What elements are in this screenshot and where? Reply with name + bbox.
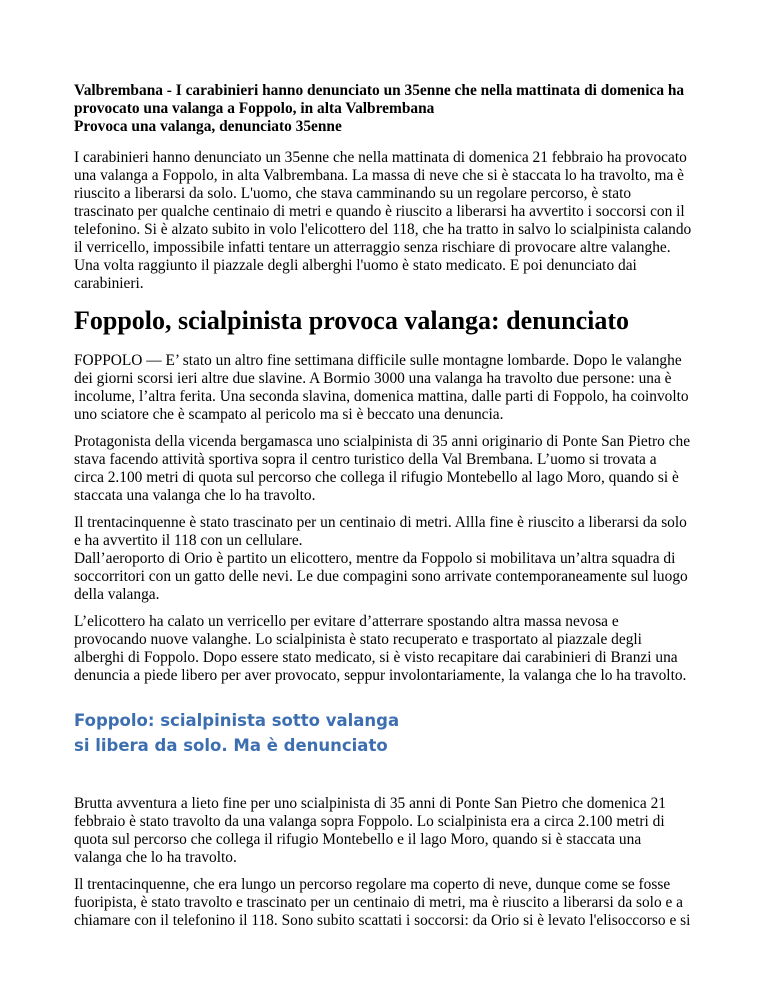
intro-title: [74, 82, 698, 136]
text-line: carabinieri.: [74, 275, 144, 292]
text-line: denuncia a piede libero per aver provocato, seppur involontariamente, la valanga che lo ha travolto.: [74, 667, 687, 684]
text-line: alberghi di Foppolo. Dopo essere stato medicato, si è visto recapitare dai carabinieri di Branzi una: [74, 649, 678, 666]
text-line: Il trentacinquenne è stato trascinato per un centinaio di metri. Allla fine è riuscito a liberarsi da solo: [74, 514, 687, 531]
text-line: trascinato per qualche centinaio di metri e quando è riuscito a liberarsi ha avvertito i soccorsi con il: [74, 203, 685, 220]
heading-line: si libera da solo. Ma è denunciato: [74, 736, 388, 755]
text-line: e ha avvertito il 118 con un cellulare.: [74, 532, 303, 549]
text-line: L’elicottero ha calato un verricello per evitare d’atterrare spostando altra massa nevosa e: [74, 613, 619, 630]
text-line: Brutta avventura a lieto fine per uno scialpinista di 35 anni di Ponte San Pietro che domenica 21: [74, 795, 666, 812]
text-line: riuscito a liberarsi da solo. L'uomo, che stava camminando su un regolare percorso, è stato: [74, 185, 632, 202]
intro-title-line: Provoca una valanga, denunciato 35enne: [74, 118, 342, 135]
text-line: soccorritori con un gatto delle nevi. Le due compagini sono arrivate contemporaneamente sul luogo: [74, 568, 688, 585]
text-line: valanga che lo ha travolto.: [74, 849, 237, 866]
intro-title-line: provocato una valanga a Foppolo, in alta Valbrembana: [74, 100, 435, 117]
text-line: il verricello, impossibile infatti tentare un atterraggio senza rischiare di provocare altre valanghe.: [74, 239, 671, 256]
text-line: fuoripista, è stato travolto e trascinato per un centinaio di metri, ma è riuscito a liberarsi da solo e a: [74, 894, 684, 911]
heading-line: Foppolo: scialpinista sotto valanga: [74, 711, 400, 730]
intro-title-line: Valbrembana - I carabinieri hanno denunciato un 35enne che nella mattinata di domenica ha: [74, 82, 685, 99]
text-line: telefonino. Si è alzato subito in volo l'elicottero del 118, che ha tratto in salvo lo scialpinista calando: [74, 221, 692, 238]
text-line: Protagonista della vicenda bergamasca uno scialpinista di 35 anni originario di Ponte San Pietro che: [74, 433, 691, 450]
text-line: dei giorni scorsi ieri altre due slavine. A Bormio 3000 una valanga ha travolto due persone: una è: [74, 370, 672, 387]
text-line: quota sul percorso che collega il rifugio Montebello e il lago Moro, quando si è staccata una: [74, 831, 642, 848]
text-line: uno sciatore che è scampato al pericolo ma si è beccato una denuncia.: [74, 406, 504, 423]
article2-paragraph: [74, 795, 698, 867]
text-line: I carabinieri hanno denunciato un 35enne che nella mattinata di domenica 21 febbraio ha provocato: [74, 149, 687, 166]
text-line: Il trentacinquenne, che era lungo un percorso regolare ma coperto di neve, dunque come se fosse: [74, 876, 671, 893]
text-line: provocando nuove valanghe. Lo scialpinista è stato recuperato e trasportato al piazzale degli: [74, 631, 642, 648]
text-line: della valanga.: [74, 586, 160, 603]
intro-paragraph: [74, 149, 698, 293]
text-line: febbraio è stato travolto da una valanga sopra Foppolo. Lo scialpinista era a circa 2.100 metri di: [74, 813, 665, 830]
text-line: circa 2.100 metri di quota sul percorso che collega il rifugio Montebello al lago Moro, quando si è: [74, 469, 679, 486]
text-line: Una volta raggiunto il piazzale degli alberghi l'uomo è stato medicato. E poi denunciato dai: [74, 257, 637, 274]
article1-paragraph: [74, 550, 698, 604]
article1-paragraph: [74, 514, 698, 550]
article1-paragraph: [74, 352, 698, 424]
article1-paragraph: [74, 613, 698, 685]
text-line: stava facendo attività sportiva sopra il centro turistico della Val Brembana. L’uomo si trovata a: [74, 451, 657, 468]
article1-heading: Foppolo, scialpinista provoca valanga: denunciato: [74, 306, 629, 335]
article1-paragraph: [74, 433, 698, 505]
text-line: Dall’aeroporto di Orio è partito un elicottero, mentre da Foppolo si mobilitava un’altra squadra di: [74, 550, 676, 567]
text-line: una valanga a Foppolo, in alta Valbrembana. La massa di neve che si è staccata lo ha travolto, ma è: [74, 167, 684, 184]
text-line: staccata una valanga che lo ha travolto.: [74, 487, 316, 504]
article2-heading: [74, 708, 399, 758]
text-line: FOPPOLO — E’ stato un altro fine settimana difficile sulle montagne lombarde. Dopo le valanghe: [74, 352, 682, 369]
text-line: chiamare con il telefonino il 118. Sono subito scattati i soccorsi: da Orio si è levato l'elisoccorso e si: [74, 912, 691, 929]
article2-paragraph: [74, 876, 698, 930]
text-line: incolume, l’altra ferita. Una seconda slavina, domenica mattina, dalle parti di Foppolo, ha coinvolto: [74, 388, 689, 405]
